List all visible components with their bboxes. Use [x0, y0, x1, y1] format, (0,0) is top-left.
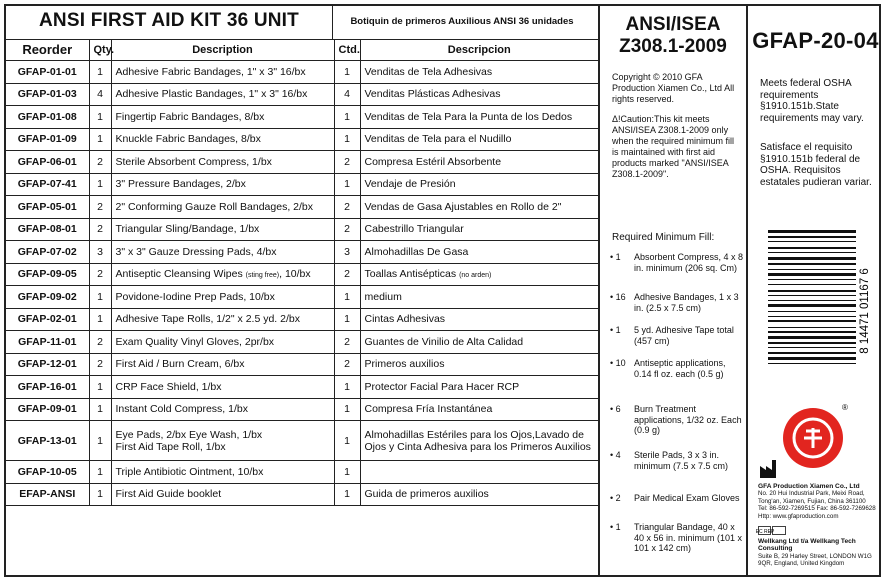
description-text: 3" x 3" Gauze Dressing Pads, 4/bx	[115, 245, 277, 258]
descripcion-text: Protector Facial Para Hacer RCP	[364, 380, 520, 393]
reorder-code-text: GFAP-01-09	[17, 133, 77, 146]
descripcion-text: Venditas Plásticas Adhesivas	[364, 88, 501, 101]
required-item	[610, 292, 744, 313]
descripcion-text: Venditas de Tela Adhesivas	[364, 65, 493, 78]
barcode-bar	[768, 357, 856, 360]
description	[111, 398, 334, 421]
reorder-code-text: GFAP-01-01	[17, 65, 77, 78]
description-text: First Aid Guide booklet	[115, 488, 222, 501]
required-count: • 4	[610, 450, 621, 460]
description-text: Fingertip Fabric Bandages, 8/bx	[115, 110, 265, 123]
qty	[89, 106, 111, 129]
kit-title: ANSI FIRST AID KIT 36 UNIT	[39, 10, 299, 31]
description	[111, 196, 334, 219]
qty-text: 1	[97, 403, 103, 416]
reorder-code-text: GFAP-01-03	[17, 88, 77, 101]
descripcion-text: Compresa Fría Instantánea	[364, 403, 493, 416]
ctd-text: 1	[344, 313, 350, 326]
col-ctd: Ctd.	[334, 39, 360, 61]
table-header-row	[6, 39, 598, 61]
qty-text: 1	[97, 313, 103, 326]
descripcion	[360, 196, 598, 219]
table-row	[6, 421, 598, 461]
reorder-code	[6, 128, 89, 151]
ctd-text: 2	[344, 358, 350, 371]
table-row	[6, 483, 598, 506]
qty	[89, 128, 111, 151]
ctd-text: 1	[344, 403, 350, 416]
description	[111, 128, 334, 151]
ctd	[334, 173, 360, 196]
description	[111, 106, 334, 129]
label-header	[6, 6, 598, 40]
description-text: 3" Pressure Bandages, 2/bx	[115, 178, 246, 191]
description-text: Adhesive Fabric Bandages, 1" x 3" 16/bx	[115, 65, 306, 78]
description-text: 2" Conforming Gauze Roll Bandages, 2/bx	[115, 200, 314, 213]
description-text: Adhesive Plastic Bandages, 1" x 3" 16/bx	[115, 88, 308, 101]
descripcion-text: Vendaje de Presión	[364, 178, 456, 191]
descripcion	[360, 151, 598, 174]
ctd-text: 4	[344, 88, 350, 101]
qty-text: 2	[97, 155, 103, 168]
barcode-bar	[768, 342, 856, 344]
table-row	[6, 196, 598, 219]
table-row	[6, 376, 598, 399]
ctd	[334, 61, 360, 84]
descripcion-text: Vendas de Gasa Ajustables en Rollo de 2"	[364, 200, 562, 213]
descripcion	[360, 128, 598, 151]
required-text: 5 yd. Adhesive Tape total (457 cm)	[634, 325, 734, 346]
barcode-bar	[768, 331, 856, 333]
qty-text: 1	[97, 133, 103, 146]
qty	[89, 151, 111, 174]
descripcion-text: Compresa Estéril Absorbente	[364, 155, 502, 168]
barcode-bar	[768, 363, 856, 364]
qty-text: 1	[97, 178, 103, 191]
descripcion	[360, 106, 598, 129]
qty-text: 1	[97, 290, 103, 303]
descripcion-text: Venditas de Tela para el Nudillo	[364, 133, 512, 146]
qty-text: 2	[97, 223, 103, 236]
eu-rep-info	[758, 538, 883, 568]
standard-title	[600, 14, 746, 58]
description	[111, 376, 334, 399]
description-text: CRP Face Shield, 1/bx	[115, 380, 222, 393]
ctd	[334, 483, 360, 506]
ctd	[334, 241, 360, 264]
qty-text: 4	[97, 88, 103, 101]
table-row	[6, 218, 598, 241]
caution-text: Δ!Caution:This kit meets ANSI/ISEA Z308.1-2009 only when the required minimum fill is maintained with first aid products marked "ANSI/ISEA Z308.1-2009".	[612, 114, 735, 179]
ctd-text: 1	[344, 133, 350, 146]
first-aid-label	[4, 4, 881, 577]
description	[111, 218, 334, 241]
description-text: Instant Cold Compress, 1/bx	[115, 403, 248, 416]
qty	[89, 376, 111, 399]
barcode-bar	[768, 347, 856, 348]
ctd-text: 1	[344, 65, 350, 78]
reorder-code-text: GFAP-02-01	[17, 313, 77, 326]
descripcion	[360, 173, 598, 196]
reorder-code	[6, 173, 89, 196]
ctd	[334, 106, 360, 129]
description-note: (sting free)	[245, 272, 280, 280]
descripcion	[360, 398, 598, 421]
description	[111, 263, 334, 286]
reorder-code	[6, 353, 89, 376]
barcode-bar	[768, 236, 856, 238]
reorder-code	[6, 241, 89, 264]
description	[111, 83, 334, 106]
ctd	[334, 263, 360, 286]
table-row	[6, 286, 598, 309]
description	[111, 421, 334, 461]
ctd-text: 2	[344, 223, 350, 236]
qty-text: 2	[97, 335, 103, 348]
descripcion-text: Primeros auxilios	[364, 358, 445, 371]
required-item	[610, 252, 744, 273]
reorder-code	[6, 461, 89, 484]
manufacturer-name: GFA Production Xiamen Co., Ltd	[758, 483, 860, 490]
table-row	[6, 173, 598, 196]
descripcion-text: Toallas Antisépticas	[364, 268, 457, 281]
qty	[89, 308, 111, 331]
required-text: Adhesive Bandages, 1 x 3 in. (2.5 x 7.5 cm)	[634, 292, 739, 313]
descripcion	[360, 241, 598, 264]
qty	[89, 461, 111, 484]
description	[111, 353, 334, 376]
qty-text: 2	[97, 358, 103, 371]
descripcion	[360, 61, 598, 84]
descripcion-text: Almohadillas De Gasa	[364, 245, 469, 258]
qty	[89, 331, 111, 354]
standard-line1: ANSI/ISEA	[625, 14, 721, 35]
required-item	[610, 358, 744, 379]
osha-text-es: Satisface el requisito §1910.151b federal de OSHA. Requisitos estatales pudieran variar.	[760, 142, 872, 188]
description-text: First Aid / Burn Cream, 6/bx	[115, 358, 245, 371]
rep-address: Suite B, 29 Harley Street, LONDON W1G 9QR, England, United Kingdom	[758, 552, 872, 568]
reorder-code-text: GFAP-11-01	[18, 335, 77, 348]
descripcion-text: Venditas de Tela Para la Punta de los Dedos	[364, 110, 573, 123]
barcode-bar	[768, 316, 856, 317]
barcode-bar	[768, 336, 856, 339]
reorder-code-text: GFAP-05-01	[17, 200, 77, 213]
reorder-code-text: GFAP-10-05	[17, 465, 77, 478]
ctd	[334, 398, 360, 421]
required-text: Triangular Bandage, 40 x 40 x 56 in. minimum (101 x 101 x 142 cm)	[634, 522, 743, 553]
barcode-bar	[768, 252, 856, 253]
reorder-code-text: GFAP-12-01	[17, 358, 77, 371]
qty	[89, 286, 111, 309]
barcode-bar	[768, 290, 856, 292]
table-row	[6, 353, 598, 376]
reorder-code	[6, 196, 89, 219]
reorder-code	[6, 61, 89, 84]
reorder-code: GFAP-13-01	[6, 421, 89, 461]
description-line: First Aid Tape Roll, 1/bx	[115, 440, 226, 453]
barcode-bar	[768, 295, 856, 296]
descripcion-text: Cabestrillo Triangular	[364, 223, 464, 236]
reorder-code	[6, 218, 89, 241]
barcode-bar	[768, 273, 856, 276]
table-row	[6, 106, 598, 129]
contents-panel	[6, 6, 598, 575]
manufacturer-icon	[758, 456, 782, 480]
barcode-bar	[768, 247, 856, 249]
table-row	[6, 308, 598, 331]
descripcion	[360, 331, 598, 354]
qty-text: 1	[97, 380, 103, 393]
ctd	[334, 218, 360, 241]
reorder-code	[6, 83, 89, 106]
descripcion-text: Guida de primeros auxilios	[364, 488, 489, 501]
descripcion	[360, 286, 598, 309]
ctd-text: 1	[344, 110, 350, 123]
description	[111, 286, 334, 309]
qty	[89, 241, 111, 264]
descripcion	[360, 461, 598, 484]
ec-rep-text: EC REP	[755, 529, 775, 535]
barcode-bar	[768, 311, 856, 312]
reorder-code-text: GFAP-07-41	[17, 178, 77, 191]
required-title: Required Minimum Fill:	[612, 232, 715, 243]
qty-text: 1	[97, 110, 103, 123]
qty	[89, 398, 111, 421]
barcode-number: 8 14471 01167 6	[859, 268, 871, 354]
description-text: Triangular Sling/Bandage, 1/bx	[115, 223, 260, 236]
ctd-text: 1	[344, 488, 350, 501]
required-count: • 10	[610, 358, 626, 368]
ctd-text: 2	[344, 200, 350, 213]
ctd	[334, 83, 360, 106]
required-text: Burn Treatment applications, 1/32 oz. Each (0.9 g)	[634, 404, 742, 435]
barcode-bar	[768, 304, 856, 307]
ctd: 1	[334, 421, 360, 461]
reorder-code	[6, 151, 89, 174]
rep-name: Wellkang Ltd t/a Wellkang Tech Consulting	[758, 538, 856, 553]
qty	[89, 483, 111, 506]
ctd	[334, 128, 360, 151]
barcode-bar	[768, 269, 856, 270]
registered-mark: ®	[842, 403, 848, 412]
qty-text: 2	[97, 200, 103, 213]
description-text: Adhesive Tape Rolls, 1/2" x 2.5 yd. 2/bx	[115, 313, 300, 326]
gfa-logo-icon	[780, 401, 850, 471]
reorder-code	[6, 376, 89, 399]
table-row	[6, 398, 598, 421]
descripcion-text: medium	[364, 290, 402, 303]
ctd-text: 3	[344, 245, 350, 258]
required-text: Antiseptic applications, 0.14 fl oz. each (0.5 g)	[634, 358, 726, 379]
col-descripcion: Descripcion	[360, 39, 598, 61]
reorder-code-text: EFAP-ANSI	[19, 488, 76, 501]
qty	[89, 61, 111, 84]
qty-text: 1	[97, 65, 103, 78]
reorder-code	[6, 331, 89, 354]
manufacturer-info	[758, 483, 883, 520]
descripcion	[360, 483, 598, 506]
ctd	[334, 331, 360, 354]
barcode-bar	[768, 300, 856, 301]
barcode-bar	[768, 279, 856, 280]
qty	[89, 353, 111, 376]
description	[111, 331, 334, 354]
reorder-code-text: GFAP-06-01	[17, 155, 77, 168]
descripcion	[360, 308, 598, 331]
description-text: Antiseptic Cleansing Wipes	[115, 268, 243, 281]
ctd-text: 2	[344, 155, 350, 168]
qty-text: 3	[97, 245, 103, 258]
description-text: Povidone-Iodine Prep Pads, 10/bx	[115, 290, 275, 303]
barcode-bar	[768, 257, 856, 260]
reorder-code-text: GFAP-08-01	[17, 223, 77, 236]
table-row	[6, 263, 598, 286]
description-text: Exam Quality Vinyl Gloves, 2pr/bx	[115, 335, 275, 348]
required-count: • 1	[610, 325, 621, 335]
descripcion	[360, 353, 598, 376]
description-text: Sterile Absorbent Compress, 1/bx	[115, 155, 272, 168]
manufacturer-address: No. 20 Hui Industrial Park, Meixi Road, Tong'an, Xiamen, Fujian, China 361100	[758, 490, 866, 505]
description-line: Eye Pads, 2/bx Eye Wash, 1/bx	[115, 428, 263, 441]
col-reorder: Reorder	[6, 39, 89, 61]
qty	[89, 83, 111, 106]
required-item	[610, 493, 744, 504]
ctd-text: 1	[344, 178, 350, 191]
table-row	[6, 331, 598, 354]
table-row	[6, 128, 598, 151]
required-item	[610, 450, 744, 471]
required-count: • 2	[610, 493, 621, 503]
copyright-text: Copyright © 2010 GFA Production Xiamen Co., Ltd All rights reserved.	[612, 72, 735, 104]
manufacturer-contact: Tel: 86-592-7269515 Fax: 86-592-7269628 Http: www.gfaproduction.com	[758, 505, 876, 520]
description	[111, 308, 334, 331]
ctd	[334, 376, 360, 399]
descripcion-note: (no arden)	[459, 272, 492, 280]
required-item	[610, 522, 744, 554]
reorder-code	[6, 398, 89, 421]
contents-table	[6, 39, 598, 506]
required-text: Absorbent Compress, 4 x 8 in. minimum (206 sq. Cm)	[634, 252, 744, 273]
reorder-code-text: GFAP-16-01	[17, 380, 77, 393]
barcode-bar	[768, 263, 856, 265]
descripcion: Almohadillas Estériles para los Ojos,Lavado de Ojos y Cinta Adhesiva para los Primeros Auxilios	[360, 421, 598, 461]
required-count: • 16	[610, 292, 626, 302]
table-row	[6, 83, 598, 106]
reorder-code	[6, 286, 89, 309]
qty: 1	[89, 421, 111, 461]
ctd-text: 2	[344, 335, 350, 348]
col-qty: Qty.	[89, 39, 111, 61]
barcode-icon	[764, 228, 876, 394]
ctd-text: 1	[344, 380, 350, 393]
required-text: Sterile Pads, 3 x 3 in. minimum (7.5 x 7.5 cm)	[634, 450, 729, 471]
barcode-bar	[768, 230, 856, 233]
barcode-bar	[768, 327, 856, 328]
reorder-code-text: GFAP-07-02	[17, 245, 77, 258]
qty-text: 1	[97, 465, 103, 478]
descripcion-text: Guantes de Vinilio de Alta Calidad	[364, 335, 524, 348]
descripcion	[360, 263, 598, 286]
product-panel	[746, 6, 883, 575]
barcode-bar	[768, 284, 856, 285]
description	[111, 61, 334, 84]
required-item	[610, 404, 744, 436]
ctd	[334, 353, 360, 376]
reorder-code-text: GFAP-01-08	[17, 110, 77, 123]
ctd	[334, 196, 360, 219]
description	[111, 483, 334, 506]
ctd	[334, 151, 360, 174]
required-count: • 1	[610, 252, 621, 262]
table-row	[6, 151, 598, 174]
qty	[89, 263, 111, 286]
col-description: Description	[111, 39, 334, 61]
standard-panel	[598, 6, 746, 575]
reorder-code-text: GFAP-09-01	[17, 403, 77, 416]
description	[111, 241, 334, 264]
product-code-title: GFAP-20-04	[752, 28, 879, 53]
reorder-code	[6, 308, 89, 331]
descripcion	[360, 218, 598, 241]
qty	[89, 218, 111, 241]
table-row	[6, 461, 598, 484]
reorder-code-text: GFAP-09-05	[17, 268, 77, 281]
barcode-bar	[768, 352, 856, 354]
ctd	[334, 308, 360, 331]
osha-text-en: Meets federal OSHA requirements §1910.151b.State requirements may vary.	[760, 78, 864, 124]
required-count: • 6	[610, 404, 621, 414]
barcode-bar	[768, 320, 856, 322]
qty	[89, 173, 111, 196]
descripcion	[360, 83, 598, 106]
ctd	[334, 286, 360, 309]
ctd	[334, 461, 360, 484]
description	[111, 173, 334, 196]
required-count: • 1	[610, 522, 621, 532]
table-row	[6, 241, 598, 264]
qty-text: 1	[97, 488, 103, 501]
qty-text: 2	[97, 268, 103, 281]
description-text: Triple Antibiotic Ointment, 10/bx	[115, 465, 264, 478]
ec-rep-icon	[755, 526, 786, 535]
qty	[89, 196, 111, 219]
ctd-text: 1	[344, 465, 350, 478]
reorder-code	[6, 106, 89, 129]
ctd-text: 2	[344, 268, 350, 281]
description	[111, 151, 334, 174]
reorder-code-text: GFAP-09-02	[17, 290, 77, 303]
required-item	[610, 325, 744, 346]
descripcion-text: Cintas Adhesivas	[364, 313, 446, 326]
ctd-text: 1	[344, 290, 350, 303]
kit-subtitle-es: Botiquin de primeros Auxilious ANSI 36 unidades	[350, 16, 574, 27]
description-text: Knuckle Fabric Bandages, 8/bx	[115, 133, 261, 146]
descripcion	[360, 376, 598, 399]
reorder-code	[6, 483, 89, 506]
description-tail: , 10/bx	[279, 268, 311, 281]
standard-line2: Z308.1-2009	[619, 36, 727, 57]
reorder-code	[6, 263, 89, 286]
table-row	[6, 61, 598, 84]
description	[111, 461, 334, 484]
barcode-bar	[768, 241, 856, 242]
required-text: Pair Medical Exam Gloves	[634, 493, 740, 503]
